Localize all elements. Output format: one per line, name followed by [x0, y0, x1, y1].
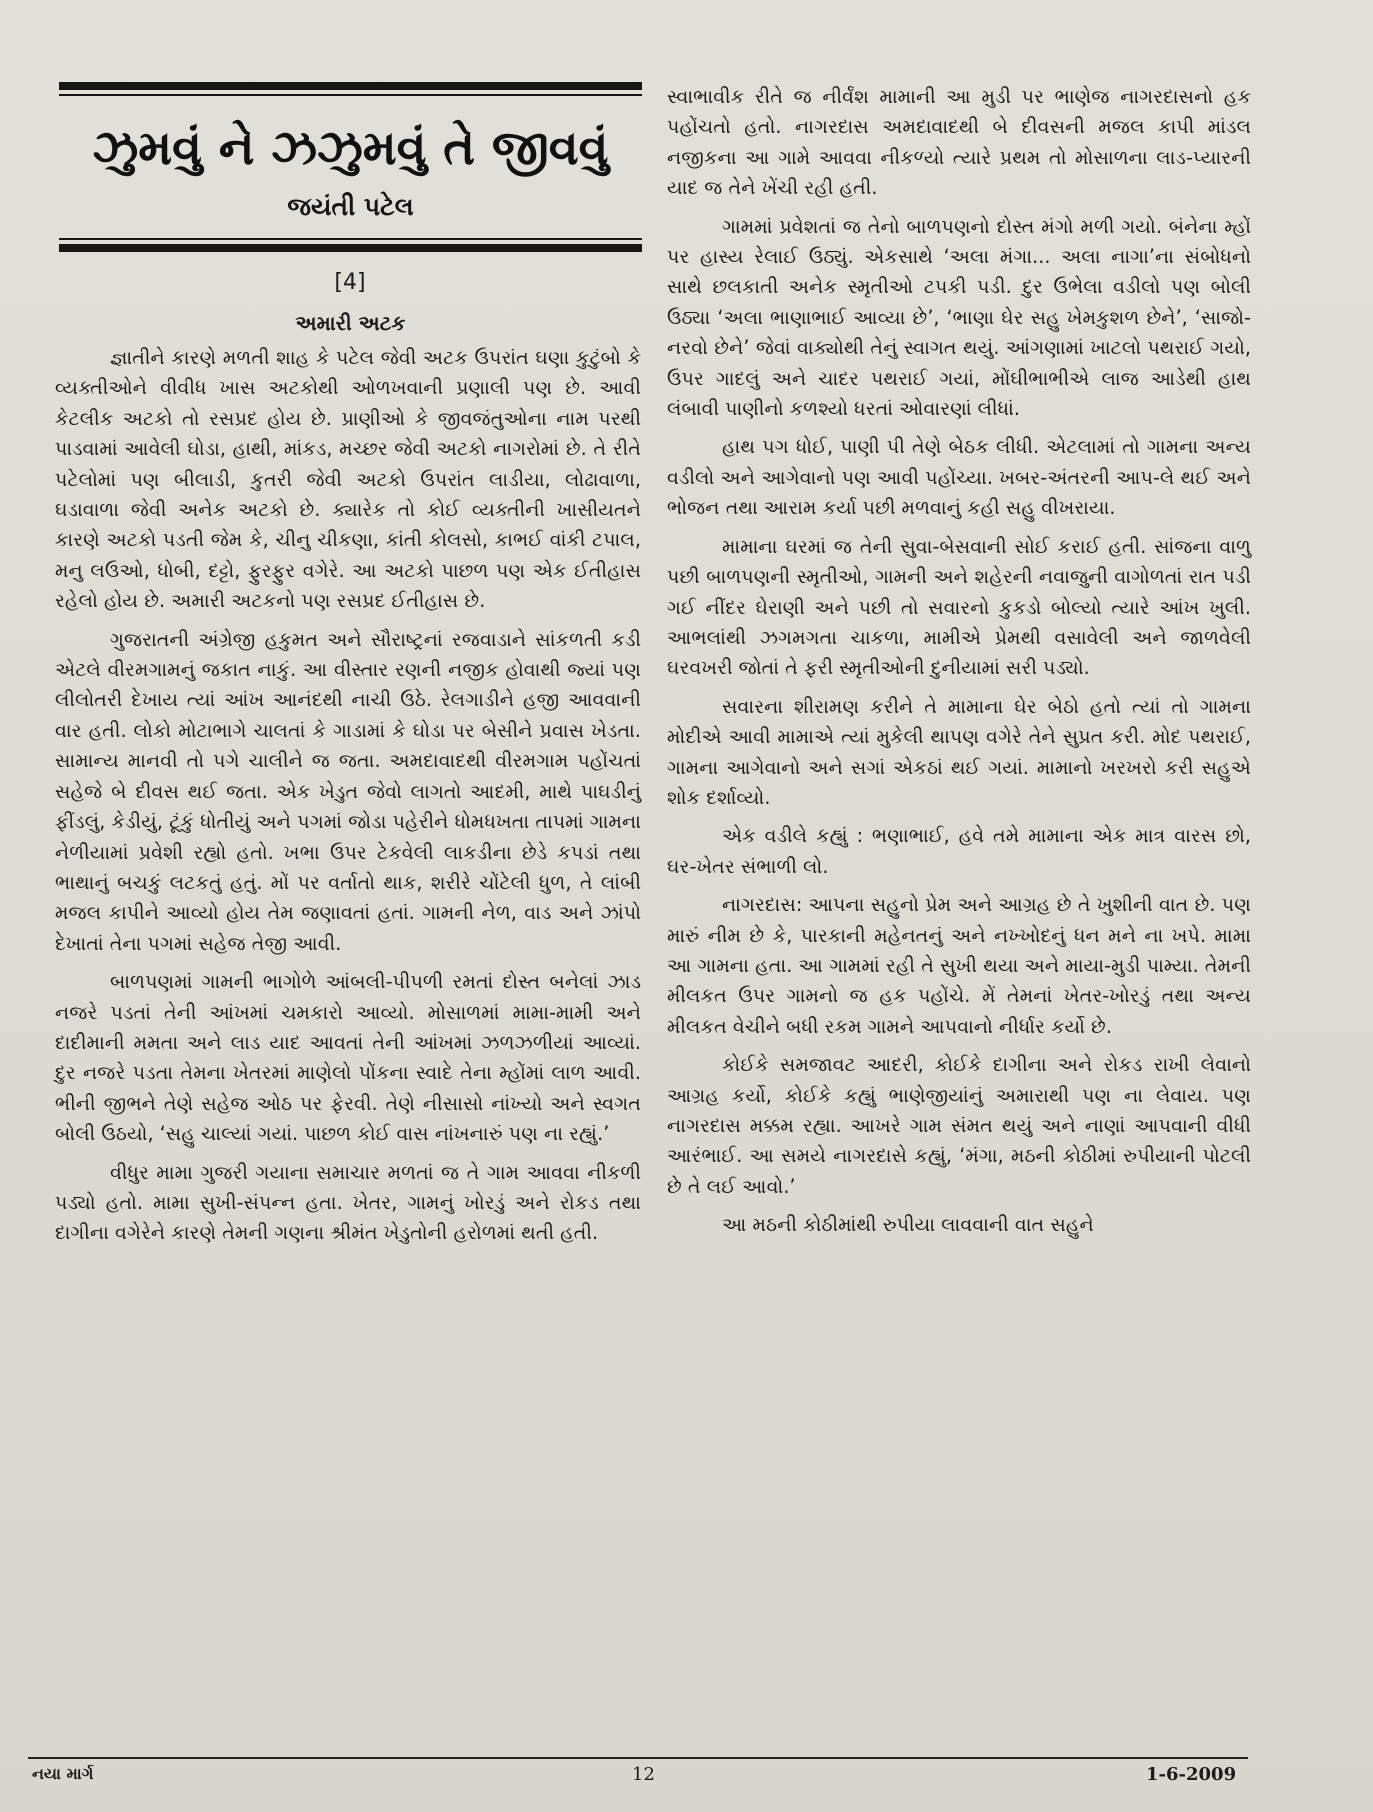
paragraph: કોઈકે સમજાવટ આદરી, કોઈકે દાગીના અને રોકડ રાખી લેવાનો આગ્રહ કર્યો, કોઈકે કહ્યું ભાણેજીયાંનું અમારાથી પણ ના લેવાય. પણ નાગરદાસ મક્કમ રહ્યા. આખરે ગામ સંમત થયું અને નાણાં આપવાની વીધી આરંભાઈ. આ સમયે નાગરદાસે કહ્યું, ‘મંગા, મઠની કોઠીમાં રુપીયાની પોટલી છે તે લઈ આવો.’ [667, 1053, 1251, 1198]
paragraph: બાળપણમાં ગામની ભાગોળે આંબલી-પીપળી રમતાં દોસ્ત બનેલાં ઝાડ નજરે પડતાં તેની આંખમાં ચમકારો આવ્યો. મોસાળમાં મામા-મામી અને દાદીમાની મમતા અને લાડ યાદ આવતાં તેની આંખમાં ઝળઝળીયાં આવ્યાં. દુર નજરે પડતા તેમના ખેતરમાં માણેલો પોંકના સ્વાદે તેના મ્હોંમાં લાળ આવી. ભીની જીભને તેણે સહેજ ઓઠ પર ફેરવી. તેણે નીસાસો નાંખ્યો અને સ્વગત બોલી ઉઠયો, ‘સહુ ચાલ્યાં ગયાં. પાછળ કોઈ વાસ નાંખનારું પણ ના રહ્યું.’ [55, 970, 641, 1146]
paragraph: આ મઠની કોઠીમાંથી રુપીયા લાવવાની વાત સહુને [722, 1213, 1094, 1237]
paragraph: જ્ઞાતીને કારણે મળતી શાહ કે પટેલ જેવી અટક ઉપરાંત ઘણા કુટુંબો કે વ્યક્તીઓને વીવીધ ખાસ અટકોથી ઓળખવાની પ્રણાલી પણ છે. આવી કેટલીક અટકો તો રસપ્રદ હોય છે. પ્રાણીઓ કે જીવજંતુઓના નામ પરથી પાડવામાં આવેલી ઘોડા, હાથી, માંકડ, મચ્છર જેવી અટકો નાગરોમાં છે. તે રીતે પટેલોમાં પણ બીલાડી, કુતરી જેવી અટકો ઉપરાંત લાડીયા, લોઢાવાળા, ઘડાવાળા જેવી અનેક અટકો છે. ક્યારેક તો કોઈ વ્યક્તીની ખાસીયતને કારણે અટકો પડતી જેમ કે, ચીનુ ચીકણા, કાંતી કોલસો, કાભઈ વાંકી ટપાલ, મનુ લઉઓ, ધોબી, દટ્ટો, ફુરફુર વગેરે. આ અટકો પાછળ પણ એક ઈતીહાસ રહેલો હોય છે. અમારી અટકનો પણ રસપ્રદ ઈતીહાસ છે. [55, 346, 641, 613]
issue-date: 1-6-2009 [1146, 1764, 1237, 1785]
paragraph: સ્વાભાવીક રીતે જ નીર્વંશ મામાની આ મુડી પર ભાણેજ નાગરદાસનો હક પહોંચતો હતો. નાગરદાસ અમદાવાદથી બે દીવસની મજલ કાપી માંડલ નજીકના આ ગામે આવવા નીકળ્યો ત્યારે પ્રથમ તો મોસાળના લાડ-પ્યારની યાદ જ તેને ખેંચી રહી હતી. [667, 85, 1251, 200]
paragraph: વીધુર મામા ગુજરી ગયાના સમાચાર મળતાં જ તે ગામ આવવા નીકળી પડ્યો હતો. મામા સુખી-સંપન્ન હતા. ખેતર, ગામનું ખોરડું અને રોકડ તથા દાગીના વગેરેને કારણે તેમની ગણના શ્રીમંત ખેડુતોની હરોળમાં થતી હતી. [55, 1160, 641, 1245]
paragraph: હાથ પગ ધોઈ, પાણી પી તેણે બેઠક લીધી. એટલામાં તો ગામના અન્ય વડીલો અને આગેવાનો પણ આવી પહોંચ્યા. ખબર-અંતરની આપ-લે થઈ અને ભોજન તથા આરામ કર્યા પછી મળવાનું કહી સહુ વીખરાયા. [667, 435, 1251, 520]
paragraph: ગામમાં પ્રવેશતાં જ તેનો બાળપણનો દોસ્ત મંગો મળી ગયો. બંનેના મ્હોં પર હાસ્ય રેલાઈ ઉઠ્યું. એકસાથે ‘અલા મંગા... અલા નાગા’ના સંબોધનો સાથે છલકાતી અનેક સ્મૃતીઓ ટપકી પડી. દુર ઉભેલા વડીલો પણ બોલી ઉઠ્યા ‘અલા ભાણાભાઈ આવ્યા છે’, ‘ભાણા ઘેર સહુ ખેમકુશળ છેને’, ‘સાજો-નરવો છેને’ જેવાં વાક્યોથી તેનું સ્વાગત થયું. આંગણામાં ખાટલો પથરાઈ ગયો, ઉપર ગાદલું અને ચાદર પથરાઈ ગયાં, મોંઘીભાભીએ લાજ આડેથી હાથ લંબાવી પાણીનો કળશ્યો ધરતાં ઓવારણાં લીધાં. [667, 214, 1251, 421]
title-top-rule [59, 82, 642, 90]
paragraph: ગુજરાતની અંગ્રેજી હકુમત અને સૌરાષ્ટ્રનાં રજવાડાને સાંકળતી કડી એટલે વીરમગામનું જકાત નાકું. આ વીસ્તાર રણની નજીક હોવાથી જ્યાં પણ લીલોતરી દેખાય ત્યાં આંખ આનંદથી નાચી ઉઠે. રેલગાડીને હજી આવવાની વાર હતી. લોકો મોટાભાગે ચાલતાં કે ગાડામાં કે ઘોડા પર બેસીને પ્રવાસ ખેડતા. સામાન્ય માનવી તો પગે ચાલીને જ જતા. અમદાવાદથી વીરમગામ પહોંચતાં સહેજે બે દીવસ થઈ જતા. એક ખેડુત જેવો લાગતો આદમી, માથે પાઘડીનું ફીંડલું, કેડીયું, ટૂંકું ધોતીયું અને પગમાં જોડા પહેરીને ધોમધખતા તાપમાં ગામના નેળીયામાં પ્રવેશી રહ્યો હતો. ખભા ઉપર ટેકવેલી લાકડીના છેડે કપડાં તથા ભાથાનું બચકું લટકતું હતું. મોં પર વર્તાતો થાક, શરીરે ચોંટેલી ધુળ, તે લાંબી મજલ કાપીને આવ્યો હોય તેમ જણાવતાં હતાં. ગામની નેળ, વાડ અને ઝાંપો દેખાતાં તેના પગમાં સહેજ તેજી આવી. [55, 627, 641, 955]
part-number: [4] [334, 270, 366, 295]
article-author: જયંતી પટેલ [287, 192, 414, 221]
page-number: 12 [632, 1764, 655, 1785]
article-title: ઝુમવું ને ઝઝુમવું તે જીવવું [92, 120, 609, 176]
right-column [667, 82, 1251, 1249]
publication-name: નયા માર્ગ [32, 1764, 94, 1783]
paragraph: એક વડીલે કહ્યું : ભણાભાઈ, હવે તમે મામાના એક માત્ર વારસ છો, ઘર-ખેતર સંભાળી લો. [667, 824, 1251, 878]
title-bottom-rule-thin [59, 238, 642, 240]
title-top-rule-thin [59, 94, 642, 96]
title-bottom-rule [59, 244, 642, 252]
left-column [55, 343, 641, 1257]
section-heading: અમારી અટક [295, 311, 406, 335]
footer-rule [28, 1757, 1248, 1759]
paragraph: નાગરદાસ: આપના સહુનો પ્રેમ અને આગ્રહ છે તે ખુશીની વાત છે. પણ મારું નીમ છે કે, પારકાની મહેનતનું અને નખ્ખોદનું ધન મને ના ખપે. મામા આ ગામના હતા. આ ગામમાં રહી તે સુખી થયા અને માયા-મુડી પામ્યા. તેમની મીલકત ઉપર ગામનો જ હક પહોંચે. મેં તેમનાં ખેતર-ખોરડું તથા અન્ય મીલકત વેચીને બધી રકમ ગામને આપવાનો નીર્ધાર કર્યો છે. [667, 893, 1251, 1038]
paragraph: સવારના શીરામણ કરીને તે મામાના ઘેર બેઠો હતો ત્યાં તો ગામના મોદીએ આવી મામાએ ત્યાં મુકેલી થાપણ વગેરે તેને સુપ્રત કરી. મોદ પથરાઈ, ગામના આગેવાનો અને સગાં એકઠાં થઈ ગયાં. મામાનો ખરખરો કરી સહુએ શોક દર્શાવ્યો. [667, 694, 1251, 809]
paragraph: મામાના ઘરમાં જ તેની સુવા-બેસવાની સોઈ કરાઈ હતી. સાંજના વાળુ પછી બાળપણની સ્મૃતીઓ, ગામની અને શહેરની નવાજુની વાગોળતાં રાત પડી ગઈ નીંદર ઘેરાણી અને પછી તો સવારનો કુકડો બોલ્યો ત્યારે આંખ ખુલી. આભલાંથી ઝગમગતા ચાકળા, મામીએ પ્રેમથી વસાવેલી અને જાળવેલી ઘરવખરી જોતાં તે ફરી સ્મૃતીઓની દુનીયામાં સરી પડ્યો. [667, 534, 1251, 680]
